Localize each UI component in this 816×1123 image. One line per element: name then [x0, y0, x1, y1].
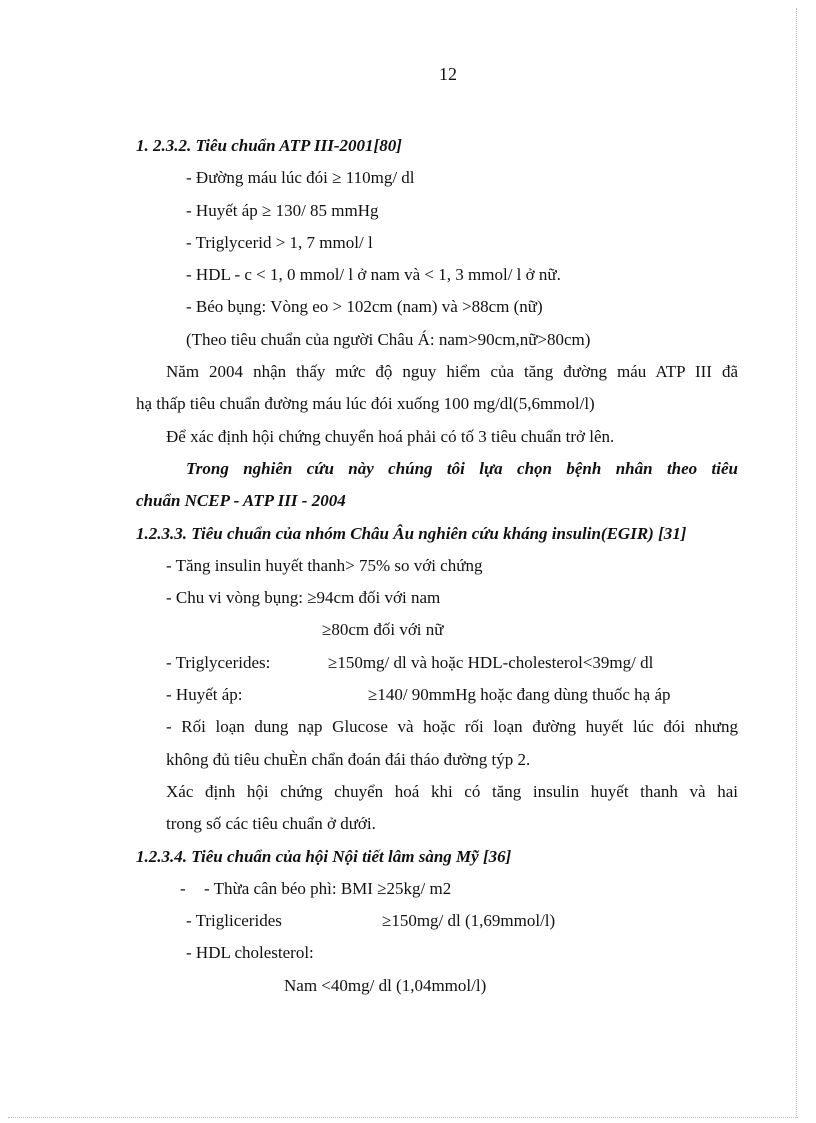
atp-item-blood-pressure: - Huyết áp ≥ 130/ 85 mmHg: [186, 200, 379, 220]
atp-item-waist: - Béo bụng: Vòng eo > 102cm (nam) và >88cm (nữ): [186, 297, 543, 317]
paragraph-definition: Để xác định hội chứng chuyển hoá phải có tố 3 tiêu chuẩn trở lên.: [166, 426, 615, 446]
egir-item-waist: - Chu vi vòng bụng: ≥94cm đối với nam: [166, 588, 441, 608]
egir-triglycerides-value: ≥150mg/ dl và hoặc HDL-cholesterol<39mg/ dl: [328, 652, 654, 672]
aace-bmi-text: - Thừa cân béo phì: BMI ≥25kg/ m2: [204, 878, 452, 898]
heading-atp-iii-2001: 1. 2.3.2. Tiêu chuẩn ATP III-2001[80]: [136, 136, 402, 155]
study-selection-line1: Trong nghiên cứu này chúng tôi lựa chọn bệnh nhân theo tiêu: [186, 458, 738, 478]
aace-triglicerides-value: ≥150mg/ dl (1,69mmol/l): [382, 911, 556, 931]
egir-item-triglycerides: [136, 647, 738, 679]
atp-item-fasting-glucose: - Đường máu lúc đói ≥ 110mg/ dl: [186, 168, 415, 188]
atp-note-asian: (Theo tiêu chuẩn của người Châu Á: nam>90cm,nữ>80cm): [186, 329, 591, 349]
page-number: 12: [439, 64, 457, 84]
egir-triglycerides-label: - Triglycerides:: [166, 652, 271, 672]
aace-item-hdl: - HDL cholesterol:: [186, 943, 314, 963]
egir-blood-pressure-value: ≥140/ 90mmHg hoặc đang dùng thuốc hạ áp: [368, 685, 671, 705]
study-selection-line2: chuẩn NCEP - ATP III - 2004: [136, 491, 346, 511]
heading-aace: 1.2.3.4. Tiêu chuẩn của hội Nội tiết lâm sàng Mỹ [36]: [136, 846, 512, 866]
heading-egir: 1.2.3.3. Tiêu chuẩn của nhóm Châu Âu nghiên cứu kháng insulin(EGIR) [31]: [136, 523, 687, 543]
aace-item-bmi: [136, 873, 738, 905]
egir-item-blood-pressure: [136, 679, 738, 711]
aace-triglicerides-label: - Triglicerides: [186, 911, 282, 931]
egir-paragraph-line2: trong số các tiêu chuẩn ở dưới.: [166, 814, 376, 834]
atp-item-hdl: - HDL - c < 1, 0 mmol/ l ở nam và < 1, 3 mmol/ l ở nữ.: [186, 265, 561, 285]
egir-blood-pressure-label: - Huyết áp:: [166, 685, 243, 705]
egir-item-waist-female: ≥80cm đối với nữ: [322, 620, 444, 640]
page-border-bottom: [8, 1117, 798, 1118]
document-body: [136, 130, 738, 1002]
paragraph-2004-line2: hạ thấp tiêu chuẩn đường máu lúc đói xuống 100 mg/dl(5,6mmol/l): [136, 394, 595, 414]
page-border-right: [796, 8, 797, 1118]
egir-item-glucose-line1: - Rối loạn dung nạp Glucose và hoặc rối loạn đường huyết lúc đói nhưng: [166, 717, 738, 737]
aace-item-hdl-male: Nam <40mg/ dl (1,04mmol/l): [284, 975, 487, 995]
atp-item-triglycerid: - Triglycerid > 1, 7 mmol/ l: [186, 232, 373, 252]
aace-item-triglicerides: [136, 905, 738, 937]
egir-item-insulin: - Tăng insulin huyết thanh> 75% so với chứng: [166, 555, 483, 575]
paragraph-2004-line1: Năm 2004 nhận thấy mức độ nguy hiểm của tăng đường máu ATP III đã: [166, 362, 738, 382]
egir-paragraph-line1: Xác định hội chứng chuyển hoá khi có tăng insulin huyết thanh và hai: [166, 781, 738, 801]
egir-item-glucose-line2: không đủ tiêu chuÈn chẩn đoán đái tháo đường týp 2.: [166, 749, 531, 769]
aace-list-marker: -: [180, 878, 186, 898]
